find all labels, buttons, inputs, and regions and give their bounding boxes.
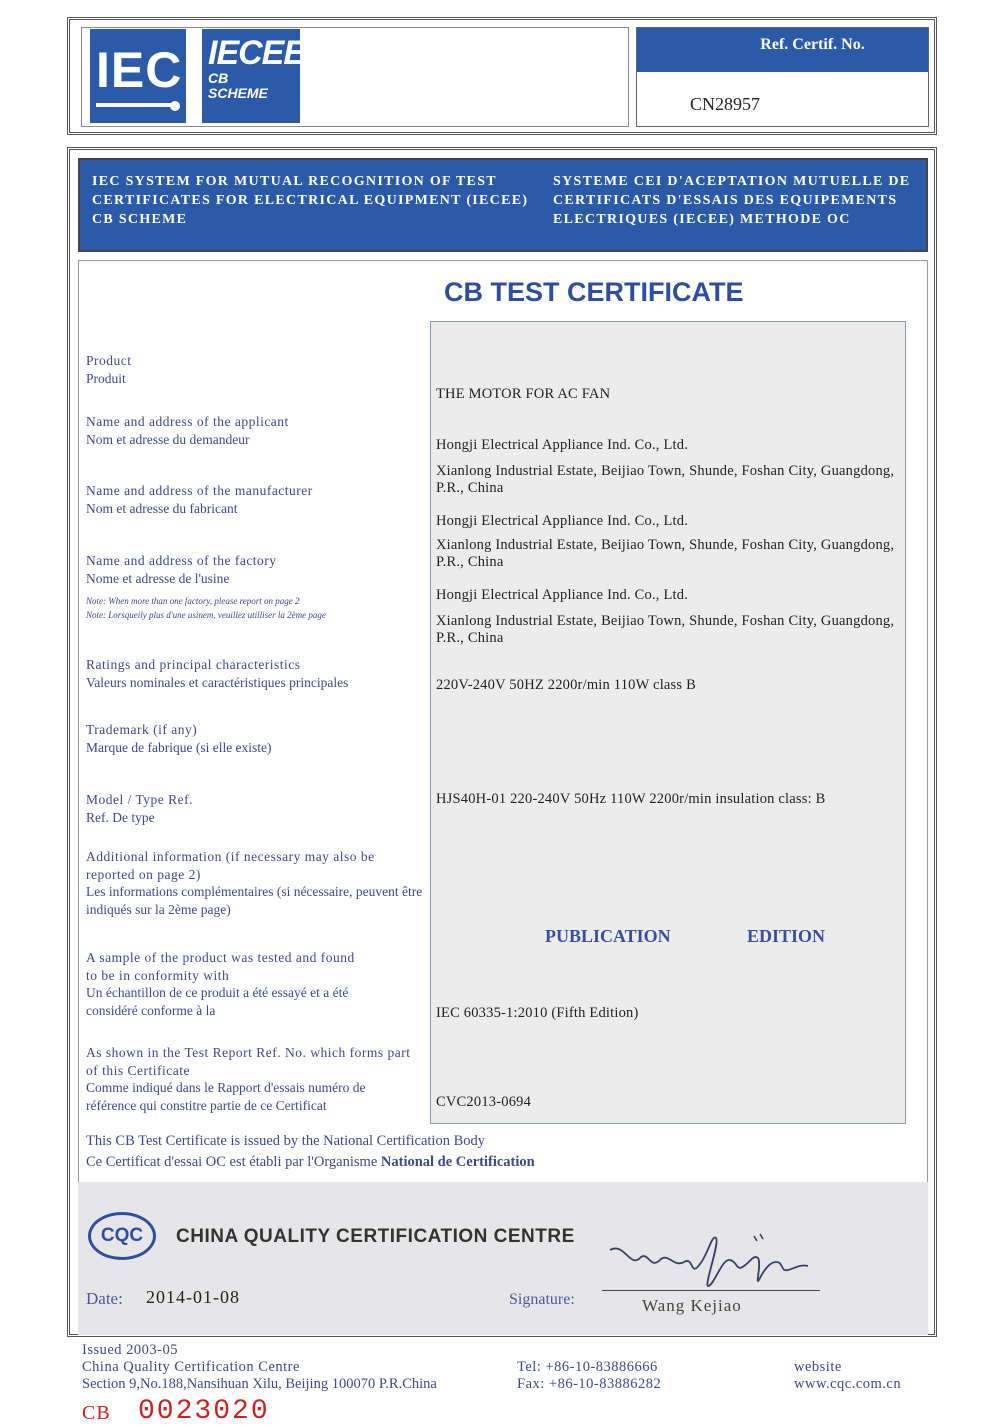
issued-by-statement	[86, 1133, 535, 1171]
applicant-name: Hongji Electrical Appliance Ind. Co., Ltd.	[436, 437, 689, 453]
factory-name: Hongji Electrical Appliance Ind. Co., Ltd.	[436, 587, 689, 603]
footer-website-label: website	[794, 1359, 842, 1375]
issue-version: Issued 2003-05	[82, 1342, 179, 1358]
iecee-logo-line1: CB	[208, 70, 229, 86]
certificate-title: CB TEST CERTIFICATE	[444, 277, 744, 307]
manufacturer-name: Hongji Electrical Appliance Ind. Co., Ltd.	[436, 513, 689, 529]
footer-organisation: China Quality Certification Centre	[82, 1359, 300, 1375]
additional-info-label: Additional information (if necessary may also be reported on page 2) Les informations complémentaires (si nécessaire, peuvent être indiqués sur la 2ème page)	[86, 849, 423, 917]
iecee-logo-title: IECEE	[208, 34, 306, 72]
model-label: Model / Type Ref. Ref. De type	[86, 792, 194, 825]
standard-value: IEC 60335-1:2010 (Fifth Edition)	[436, 1005, 639, 1021]
manufacturer-label: Name and address of the manufacturer Nom et adresse du fabricant	[86, 483, 313, 516]
footer-telephone: Tel: +86-10-83886666	[517, 1359, 658, 1375]
ratings-label: Ratings and principal characteristics Valeurs nominales et caractéristiques principales	[86, 657, 349, 690]
signatory-name: Wang Kejiao	[642, 1296, 742, 1315]
signature-label: Signature:	[509, 1291, 575, 1308]
ratings-value: 220V-240V 50HZ 2200r/min 110W class B	[436, 677, 696, 693]
test-report-label: As shown in the Test Report Ref. No. which forms part of this Certificate Comme indiqué dans le Rapport d'essais numéro de référence qui constitre partie de ce Certificat	[86, 1045, 411, 1113]
certification-body-name: CHINA QUALITY CERTIFICATION CENTRE	[176, 1226, 575, 1247]
ref-label: Ref. Certif. No.	[637, 28, 928, 72]
ref-number: CN28957	[690, 94, 761, 114]
product-label: Product Produit	[86, 353, 132, 386]
handwritten-signature	[604, 1228, 814, 1292]
issued-by-fr: Ce Certificat d'essai OC est établi par l'Organisme National de Certification	[86, 1154, 535, 1170]
manufacturer-address: Xianlong Industrial Estate, Beijiao Town, Shunde, Foshan City, Guangdong, P.R., China	[436, 537, 895, 570]
signature-line	[602, 1290, 820, 1291]
product-value: THE MOTOR FOR AC FAN	[436, 386, 611, 402]
cqc-logo: CQC	[88, 1212, 156, 1260]
trademark-label: Trademark (if any) Marque de fabrique (si elle existe)	[86, 722, 272, 755]
publication-heading: PUBLICATION	[545, 926, 671, 946]
factory-note-fr: Note: Lorsqueily plus d'une usinem, veuillez utilliser la 2ème page	[86, 610, 326, 620]
factory-label: Name and address of the factory Nome et adresse de l'usine	[86, 553, 277, 586]
iec-logo-text: IEC	[96, 42, 183, 98]
iec-logo	[90, 29, 186, 123]
footer-address: Section 9,No.188,Nansihuan Xilu, Beijing 100070 P.R.China	[82, 1376, 437, 1392]
banner-english: IEC SYSTEM FOR MUTUAL RECOGNITION OF TEST CERTIFICATES FOR ELECTRICAL EQUIPMENT (IECEE) CB SCHEME	[92, 174, 529, 227]
sample-conformity-label: A sample of the product was tested and found to be in conformity with Un échantillon de ce produit a été essayé et a été considéré conforme à la	[86, 950, 355, 1018]
issue-date: 2014-01-08	[146, 1287, 240, 1307]
applicant-label: Name and address of the applicant Nom et adresse du demandeur	[86, 414, 289, 447]
banner-french: SYSTEME CEI D'ACEPTATION MUTUELLE DE CERTIFICATS D'ESSAIS DES EQUIPEMENTS ELECTRIQUES (IECEE) METHODE OC	[553, 174, 911, 227]
footer-fax: Fax: +86-10-83886282	[517, 1376, 662, 1392]
model-value: HJS40H-01 220-240V 50Hz 110W 2200r/min insulation class: B	[436, 791, 826, 807]
applicant-address: Xianlong Industrial Estate, Beijiao Town, Shunde, Foshan City, Guangdong, P.R., China	[436, 463, 895, 496]
edition-heading: EDITION	[747, 926, 826, 946]
cb-serial-number: 0023020	[138, 1396, 270, 1427]
cb-serial-label: CB	[82, 1402, 111, 1424]
factory-note-en: Note: When more than one factory, please report on page 2	[86, 596, 300, 606]
footer-website: www.cqc.com.cn	[794, 1376, 902, 1392]
issued-by-en: This CB Test Certificate is issued by the National Certification Body	[86, 1133, 486, 1149]
factory-address: Xianlong Industrial Estate, Beijiao Town, Shunde, Foshan City, Guangdong, P.R., China	[436, 613, 895, 646]
date-label: Date:	[86, 1289, 123, 1308]
iecee-logo	[202, 29, 306, 123]
iecee-logo-line2: SCHEME	[208, 85, 268, 101]
test-report-value: CVC2013-0694	[436, 1094, 532, 1110]
